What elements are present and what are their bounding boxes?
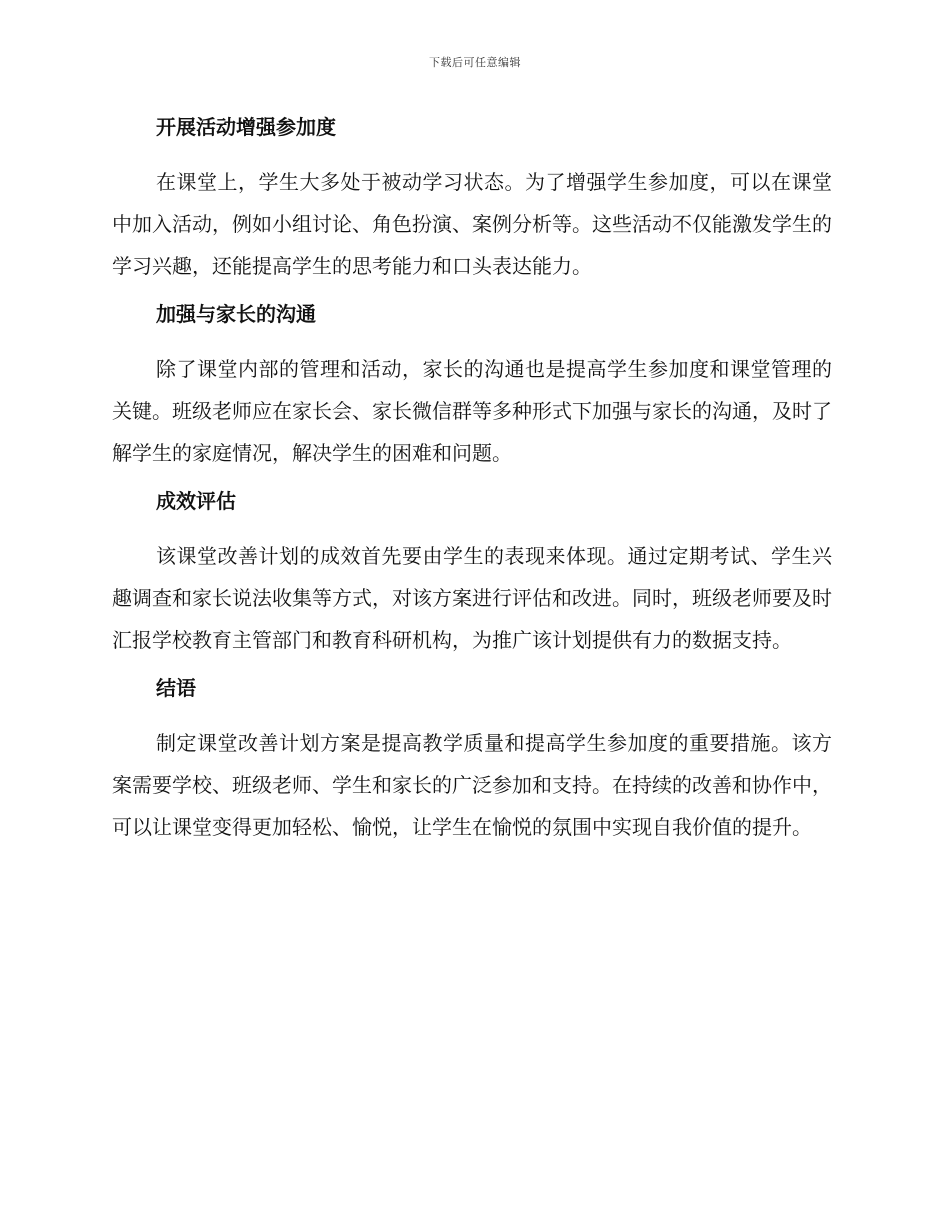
- section-heading: 加强与家长的沟通: [156, 302, 316, 326]
- section-parent-communication: [112, 299, 832, 474]
- section-heading: 开展活动增强参加度: [156, 115, 336, 139]
- section-evaluation: [112, 486, 832, 661]
- section-conclusion: [112, 673, 832, 848]
- section-heading: 结语: [156, 676, 196, 700]
- page-header: 下载后可任意编辑: [429, 56, 521, 69]
- section-paragraph: 该课堂改善计划的成效首先要由学生的表现来体现。通过定期考试、学生兴趣调查和家长说法收集等方式，对该方案进行评估和改进。同时，班级老师要及时汇报学校教育主管部门和教育科研机构，为推广该计划提供有力的数据支持。: [112, 544, 832, 652]
- section-paragraph: 在课堂上，学生大多处于被动学习状态。为了增强学生参加度，可以在课堂中加入活动，例如小组讨论、角色扮演、案例分析等。这些活动不仅能激发学生的学习兴趣，还能提高学生的思考能力和口头表达能力。: [112, 170, 832, 278]
- document-body: [112, 112, 832, 860]
- section-paragraph: 除了课堂内部的管理和活动，家长的沟通也是提高学生参加度和课堂管理的关键。班级老师应在家长会、家长微信群等多种形式下加强与家长的沟通，及时了解学生的家庭情况，解决学生的困难和问题。: [112, 357, 832, 465]
- section-heading: 成效评估: [156, 489, 236, 513]
- section-activities: [112, 112, 832, 287]
- section-paragraph: 制定课堂改善计划方案是提高教学质量和提高学生参加度的重要措施。该方案需要学校、班级老师、学生和家长的广泛参加和支持。在持续的改善和协作中，可以让课堂变得更加轻松、愉悦，让学生在愉悦的氛围中实现自我价值的提升。: [112, 731, 832, 839]
